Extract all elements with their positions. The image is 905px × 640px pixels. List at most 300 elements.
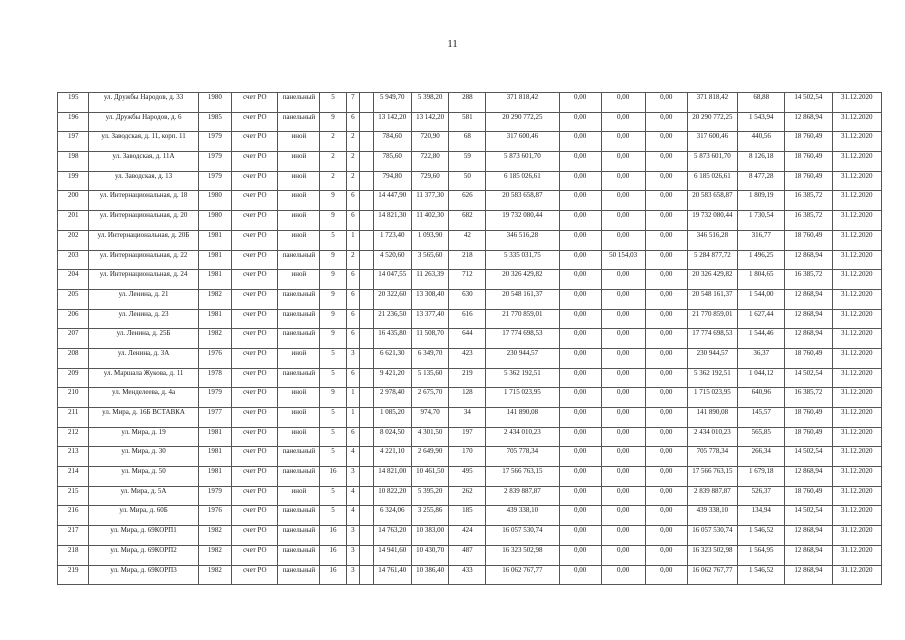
table-row bbox=[58, 270, 882, 290]
address-cell: ул. Мира, д. 69КОРП3 bbox=[89, 565, 198, 585]
fund-b-cell: 0,00 bbox=[601, 368, 645, 388]
address-cell: ул. Мира, д. 69КОРП1 bbox=[89, 526, 198, 546]
cost-per-m2-cell: 316,77 bbox=[738, 230, 785, 250]
empty-cell bbox=[360, 408, 374, 428]
address-cell: ул. Интернациональная, д. 24 bbox=[89, 270, 198, 290]
table-row bbox=[58, 230, 882, 250]
fund-method-cell: счет РО bbox=[232, 250, 278, 270]
floors-cell: 5 bbox=[320, 506, 346, 526]
fund-b-cell: 0,00 bbox=[601, 545, 645, 565]
wall-material-cell: иной bbox=[278, 132, 320, 152]
living-area-cell: 11 402,30 bbox=[411, 211, 449, 231]
owners-funds-cell: 1 715 023,95 bbox=[687, 388, 737, 408]
cost-per-m2-cell: 1 809,19 bbox=[738, 191, 785, 211]
fund-a-cell: 0,00 bbox=[559, 270, 601, 290]
year-cell: 1981 bbox=[198, 270, 232, 290]
living-area-cell: 974,70 bbox=[411, 408, 449, 428]
living-area-cell: 720,90 bbox=[411, 132, 449, 152]
table-row bbox=[58, 408, 882, 428]
total-cost-cell: 17 774 698,53 bbox=[486, 329, 559, 349]
entrances-cell: 3 bbox=[346, 565, 360, 585]
fund-method-cell: счет РО bbox=[232, 132, 278, 152]
floors-cell: 9 bbox=[320, 250, 346, 270]
deadline-cell: 31.12.2020 bbox=[832, 408, 881, 428]
deadline-cell: 31.12.2020 bbox=[832, 506, 881, 526]
table-row bbox=[58, 526, 882, 546]
fund-method-cell: счет РО bbox=[232, 211, 278, 231]
deadline-cell: 31.12.2020 bbox=[832, 270, 881, 290]
residents-cell: 495 bbox=[449, 467, 486, 487]
max-cost-cell: 12 868,94 bbox=[785, 545, 832, 565]
fund-method-cell: счет РО bbox=[232, 348, 278, 368]
total-area-cell: 784,60 bbox=[373, 132, 411, 152]
fund-a-cell: 0,00 bbox=[559, 309, 601, 329]
fund-c-cell: 0,00 bbox=[645, 447, 687, 467]
total-area-cell: 14 047,55 bbox=[373, 270, 411, 290]
residents-cell: 424 bbox=[449, 526, 486, 546]
total-area-cell: 4 520,60 bbox=[373, 250, 411, 270]
total-area-cell: 10 822,20 bbox=[373, 486, 411, 506]
max-cost-cell: 12 868,94 bbox=[785, 289, 832, 309]
entrances-cell: 2 bbox=[346, 132, 360, 152]
living-area-cell: 6 349,70 bbox=[411, 348, 449, 368]
year-cell: 1980 bbox=[198, 211, 232, 231]
cost-per-m2-cell: 526,37 bbox=[738, 486, 785, 506]
owners-funds-cell: 19 732 080,44 bbox=[687, 211, 737, 231]
row-number-cell: 214 bbox=[58, 467, 89, 487]
year-cell: 1982 bbox=[198, 565, 232, 585]
fund-b-cell: 0,00 bbox=[601, 526, 645, 546]
fund-a-cell: 0,00 bbox=[559, 565, 601, 585]
fund-c-cell: 0,00 bbox=[645, 289, 687, 309]
total-cost-cell: 705 778,34 bbox=[486, 447, 559, 467]
cost-per-m2-cell: 1 496,25 bbox=[738, 250, 785, 270]
fund-a-cell: 0,00 bbox=[559, 526, 601, 546]
year-cell: 1980 bbox=[198, 191, 232, 211]
row-number-cell: 213 bbox=[58, 447, 89, 467]
empty-cell bbox=[360, 348, 374, 368]
deadline-cell: 31.12.2020 bbox=[832, 486, 881, 506]
entrances-cell: 6 bbox=[346, 112, 360, 132]
year-cell: 1979 bbox=[198, 152, 232, 172]
fund-c-cell: 0,00 bbox=[645, 191, 687, 211]
deadline-cell: 31.12.2020 bbox=[832, 447, 881, 467]
fund-method-cell: счет РО bbox=[232, 545, 278, 565]
fund-method-cell: счет РО bbox=[232, 191, 278, 211]
owners-funds-cell: 141 890,08 bbox=[687, 408, 737, 428]
max-cost-cell: 14 502,54 bbox=[785, 506, 832, 526]
year-cell: 1985 bbox=[198, 112, 232, 132]
total-cost-cell: 16 057 530,74 bbox=[486, 526, 559, 546]
living-area-cell: 13 142,20 bbox=[411, 112, 449, 132]
residents-cell: 682 bbox=[449, 211, 486, 231]
floors-cell: 16 bbox=[320, 565, 346, 585]
owners-funds-cell: 21 770 859,01 bbox=[687, 309, 737, 329]
deadline-cell: 31.12.2020 bbox=[832, 309, 881, 329]
deadline-cell: 31.12.2020 bbox=[832, 171, 881, 191]
year-cell: 1981 bbox=[198, 427, 232, 447]
fund-a-cell: 0,00 bbox=[559, 132, 601, 152]
address-cell: ул. Интернациональная, д. 20 bbox=[89, 211, 198, 231]
registry-table bbox=[57, 92, 882, 585]
row-number-cell: 207 bbox=[58, 329, 89, 349]
address-cell: ул. Ленина, д. 3А bbox=[89, 348, 198, 368]
total-cost-cell: 2 839 887,87 bbox=[486, 486, 559, 506]
empty-cell bbox=[360, 447, 374, 467]
cost-per-m2-cell: 68,88 bbox=[738, 93, 785, 113]
residents-cell: 185 bbox=[449, 506, 486, 526]
fund-b-cell: 0,00 bbox=[601, 152, 645, 172]
max-cost-cell: 12 868,94 bbox=[785, 467, 832, 487]
fund-method-cell: счет РО bbox=[232, 388, 278, 408]
owners-funds-cell: 16 323 502,98 bbox=[687, 545, 737, 565]
page-number: 11 bbox=[447, 38, 458, 50]
fund-b-cell: 0,00 bbox=[601, 270, 645, 290]
total-area-cell: 13 142,20 bbox=[373, 112, 411, 132]
wall-material-cell: иной bbox=[278, 152, 320, 172]
residents-cell: 170 bbox=[449, 447, 486, 467]
wall-material-cell: панельный bbox=[278, 93, 320, 113]
owners-funds-cell: 20 326 429,82 bbox=[687, 270, 737, 290]
year-cell: 1981 bbox=[198, 309, 232, 329]
row-number-cell: 200 bbox=[58, 191, 89, 211]
max-cost-cell: 12 868,94 bbox=[785, 329, 832, 349]
wall-material-cell: иной bbox=[278, 171, 320, 191]
row-number-cell: 212 bbox=[58, 427, 89, 447]
wall-material-cell: панельный bbox=[278, 250, 320, 270]
owners-funds-cell: 371 818,42 bbox=[687, 93, 737, 113]
living-area-cell: 13 377,40 bbox=[411, 309, 449, 329]
cost-per-m2-cell: 640,96 bbox=[738, 388, 785, 408]
total-area-cell: 1 085,20 bbox=[373, 408, 411, 428]
max-cost-cell: 16 385,72 bbox=[785, 191, 832, 211]
year-cell: 1982 bbox=[198, 329, 232, 349]
total-cost-cell: 16 062 767,77 bbox=[486, 565, 559, 585]
empty-cell bbox=[360, 486, 374, 506]
fund-method-cell: счет РО bbox=[232, 447, 278, 467]
wall-material-cell: панельный bbox=[278, 447, 320, 467]
table-row bbox=[58, 545, 882, 565]
address-cell: ул. Маршала Жукова, д. 11 bbox=[89, 368, 198, 388]
floors-cell: 5 bbox=[320, 93, 346, 113]
total-cost-cell: 20 548 161,37 bbox=[486, 289, 559, 309]
empty-cell bbox=[360, 112, 374, 132]
fund-a-cell: 0,00 bbox=[559, 447, 601, 467]
fund-b-cell: 0,00 bbox=[601, 467, 645, 487]
row-number-cell: 219 bbox=[58, 565, 89, 585]
fund-c-cell: 0,00 bbox=[645, 329, 687, 349]
address-cell: ул. Интернациональная, д. 20Б bbox=[89, 230, 198, 250]
owners-funds-cell: 5 284 877,72 bbox=[687, 250, 737, 270]
address-cell: ул. Заводская, д. 11, корп. 11 bbox=[89, 132, 198, 152]
residents-cell: 50 bbox=[449, 171, 486, 191]
fund-c-cell: 0,00 bbox=[645, 309, 687, 329]
row-number-cell: 217 bbox=[58, 526, 89, 546]
max-cost-cell: 16 385,72 bbox=[785, 211, 832, 231]
wall-material-cell: панельный bbox=[278, 289, 320, 309]
total-cost-cell: 21 770 859,01 bbox=[486, 309, 559, 329]
fund-c-cell: 0,00 bbox=[645, 545, 687, 565]
total-cost-cell: 19 732 080,44 bbox=[486, 211, 559, 231]
address-cell: ул. Мира, д. 16Б ВСТАВКА bbox=[89, 408, 198, 428]
floors-cell: 5 bbox=[320, 447, 346, 467]
year-cell: 1981 bbox=[198, 447, 232, 467]
year-cell: 1981 bbox=[198, 250, 232, 270]
fund-c-cell: 0,00 bbox=[645, 486, 687, 506]
empty-cell bbox=[360, 329, 374, 349]
fund-method-cell: счет РО bbox=[232, 112, 278, 132]
cost-per-m2-cell: 1 546,52 bbox=[738, 565, 785, 585]
fund-a-cell: 0,00 bbox=[559, 152, 601, 172]
row-number-cell: 197 bbox=[58, 132, 89, 152]
empty-cell bbox=[360, 565, 374, 585]
fund-method-cell: счет РО bbox=[232, 309, 278, 329]
deadline-cell: 31.12.2020 bbox=[832, 526, 881, 546]
owners-funds-cell: 2 434 010,23 bbox=[687, 427, 737, 447]
address-cell: ул. Дружбы Народов, д. 6 bbox=[89, 112, 198, 132]
address-cell: ул. Интернациональная, д. 22 bbox=[89, 250, 198, 270]
deadline-cell: 31.12.2020 bbox=[832, 545, 881, 565]
row-number-cell: 216 bbox=[58, 506, 89, 526]
year-cell: 1982 bbox=[198, 526, 232, 546]
registry-body bbox=[58, 93, 882, 585]
fund-b-cell: 50 154,03 bbox=[601, 250, 645, 270]
total-area-cell: 5 949,70 bbox=[373, 93, 411, 113]
entrances-cell: 6 bbox=[346, 191, 360, 211]
owners-funds-cell: 5 362 192,51 bbox=[687, 368, 737, 388]
total-cost-cell: 5 873 601,70 bbox=[486, 152, 559, 172]
wall-material-cell: иной bbox=[278, 230, 320, 250]
fund-c-cell: 0,00 bbox=[645, 93, 687, 113]
residents-cell: 218 bbox=[449, 250, 486, 270]
total-cost-cell: 5 362 192,51 bbox=[486, 368, 559, 388]
living-area-cell: 722,80 bbox=[411, 152, 449, 172]
floors-cell: 9 bbox=[320, 112, 346, 132]
wall-material-cell: панельный bbox=[278, 565, 320, 585]
cost-per-m2-cell: 1 730,54 bbox=[738, 211, 785, 231]
owners-funds-cell: 16 062 767,77 bbox=[687, 565, 737, 585]
fund-method-cell: счет РО bbox=[232, 329, 278, 349]
year-cell: 1982 bbox=[198, 289, 232, 309]
table-row bbox=[58, 132, 882, 152]
living-area-cell: 11 508,70 bbox=[411, 329, 449, 349]
entrances-cell: 4 bbox=[346, 506, 360, 526]
wall-material-cell: иной bbox=[278, 211, 320, 231]
max-cost-cell: 12 868,94 bbox=[785, 526, 832, 546]
cost-per-m2-cell: 36,37 bbox=[738, 348, 785, 368]
empty-cell bbox=[360, 506, 374, 526]
entrances-cell: 6 bbox=[346, 427, 360, 447]
table-row bbox=[58, 486, 882, 506]
empty-cell bbox=[360, 368, 374, 388]
year-cell: 1979 bbox=[198, 486, 232, 506]
fund-a-cell: 0,00 bbox=[559, 545, 601, 565]
total-cost-cell: 317 600,46 bbox=[486, 132, 559, 152]
row-number-cell: 198 bbox=[58, 152, 89, 172]
max-cost-cell: 12 868,94 bbox=[785, 309, 832, 329]
fund-a-cell: 0,00 bbox=[559, 289, 601, 309]
address-cell: ул. Интернациональная, д. 18 bbox=[89, 191, 198, 211]
max-cost-cell: 18 760,49 bbox=[785, 230, 832, 250]
residents-cell: 630 bbox=[449, 289, 486, 309]
floors-cell: 9 bbox=[320, 270, 346, 290]
total-area-cell: 20 322,60 bbox=[373, 289, 411, 309]
total-area-cell: 4 221,10 bbox=[373, 447, 411, 467]
fund-c-cell: 0,00 bbox=[645, 526, 687, 546]
entrances-cell: 2 bbox=[346, 250, 360, 270]
entrances-cell: 4 bbox=[346, 447, 360, 467]
total-area-cell: 14 763,20 bbox=[373, 526, 411, 546]
fund-method-cell: счет РО bbox=[232, 526, 278, 546]
max-cost-cell: 18 760,49 bbox=[785, 171, 832, 191]
floors-cell: 9 bbox=[320, 191, 346, 211]
deadline-cell: 31.12.2020 bbox=[832, 427, 881, 447]
floors-cell: 5 bbox=[320, 230, 346, 250]
deadline-cell: 31.12.2020 bbox=[832, 93, 881, 113]
cost-per-m2-cell: 8 477,28 bbox=[738, 171, 785, 191]
empty-cell bbox=[360, 526, 374, 546]
fund-b-cell: 0,00 bbox=[601, 506, 645, 526]
total-cost-cell: 439 338,10 bbox=[486, 506, 559, 526]
deadline-cell: 31.12.2020 bbox=[832, 132, 881, 152]
entrances-cell: 7 bbox=[346, 93, 360, 113]
deadline-cell: 31.12.2020 bbox=[832, 329, 881, 349]
deadline-cell: 31.12.2020 bbox=[832, 250, 881, 270]
table-row bbox=[58, 506, 882, 526]
deadline-cell: 31.12.2020 bbox=[832, 230, 881, 250]
fund-method-cell: счет РО bbox=[232, 368, 278, 388]
address-cell: ул. Мира, д. 5А bbox=[89, 486, 198, 506]
deadline-cell: 31.12.2020 bbox=[832, 211, 881, 231]
residents-cell: 433 bbox=[449, 565, 486, 585]
owners-funds-cell: 5 873 601,70 bbox=[687, 152, 737, 172]
fund-method-cell: счет РО bbox=[232, 289, 278, 309]
year-cell: 1979 bbox=[198, 388, 232, 408]
entrances-cell: 6 bbox=[346, 309, 360, 329]
living-area-cell: 13 308,40 bbox=[411, 289, 449, 309]
owners-funds-cell: 2 839 887,87 bbox=[687, 486, 737, 506]
empty-cell bbox=[360, 250, 374, 270]
address-cell: ул. Менделеева, д. 4а bbox=[89, 388, 198, 408]
table-row bbox=[58, 93, 882, 113]
total-cost-cell: 20 326 429,82 bbox=[486, 270, 559, 290]
floors-cell: 9 bbox=[320, 329, 346, 349]
table-row bbox=[58, 309, 882, 329]
fund-a-cell: 0,00 bbox=[559, 467, 601, 487]
wall-material-cell: иной bbox=[278, 486, 320, 506]
cost-per-m2-cell: 266,34 bbox=[738, 447, 785, 467]
fund-method-cell: счет РО bbox=[232, 270, 278, 290]
floors-cell: 5 bbox=[320, 348, 346, 368]
fund-a-cell: 0,00 bbox=[559, 506, 601, 526]
row-number-cell: 204 bbox=[58, 270, 89, 290]
residents-cell: 581 bbox=[449, 112, 486, 132]
living-area-cell: 11 263,39 bbox=[411, 270, 449, 290]
owners-funds-cell: 20 290 772,25 bbox=[687, 112, 737, 132]
fund-method-cell: счет РО bbox=[232, 171, 278, 191]
row-number-cell: 202 bbox=[58, 230, 89, 250]
entrances-cell: 1 bbox=[346, 230, 360, 250]
total-area-cell: 6 324,06 bbox=[373, 506, 411, 526]
fund-a-cell: 0,00 bbox=[559, 211, 601, 231]
fund-c-cell: 0,00 bbox=[645, 250, 687, 270]
table-row bbox=[58, 447, 882, 467]
living-area-cell: 2 675,70 bbox=[411, 388, 449, 408]
fund-b-cell: 0,00 bbox=[601, 565, 645, 585]
owners-funds-cell: 17 566 763,15 bbox=[687, 467, 737, 487]
fund-method-cell: счет РО bbox=[232, 230, 278, 250]
floors-cell: 2 bbox=[320, 171, 346, 191]
table-row bbox=[58, 289, 882, 309]
living-area-cell: 10 461,50 bbox=[411, 467, 449, 487]
living-area-cell: 3 255,86 bbox=[411, 506, 449, 526]
table-row bbox=[58, 348, 882, 368]
total-cost-cell: 141 890,08 bbox=[486, 408, 559, 428]
address-cell: ул. Заводская, д. 13 bbox=[89, 171, 198, 191]
fund-b-cell: 0,00 bbox=[601, 112, 645, 132]
floors-cell: 5 bbox=[320, 427, 346, 447]
fund-c-cell: 0,00 bbox=[645, 388, 687, 408]
floors-cell: 9 bbox=[320, 289, 346, 309]
living-area-cell: 5 395,20 bbox=[411, 486, 449, 506]
fund-method-cell: счет РО bbox=[232, 408, 278, 428]
address-cell: ул. Ленина, д. 23 bbox=[89, 309, 198, 329]
entrances-cell: 6 bbox=[346, 270, 360, 290]
fund-a-cell: 0,00 bbox=[559, 329, 601, 349]
row-number-cell: 199 bbox=[58, 171, 89, 191]
total-cost-cell: 20 583 658,87 bbox=[486, 191, 559, 211]
residents-cell: 644 bbox=[449, 329, 486, 349]
fund-method-cell: счет РО bbox=[232, 467, 278, 487]
living-area-cell: 2 649,90 bbox=[411, 447, 449, 467]
fund-a-cell: 0,00 bbox=[559, 171, 601, 191]
fund-c-cell: 0,00 bbox=[645, 211, 687, 231]
cost-per-m2-cell: 1 627,44 bbox=[738, 309, 785, 329]
total-area-cell: 14 447,90 bbox=[373, 191, 411, 211]
empty-cell bbox=[360, 211, 374, 231]
fund-a-cell: 0,00 bbox=[559, 250, 601, 270]
fund-c-cell: 0,00 bbox=[645, 467, 687, 487]
total-cost-cell: 5 335 031,75 bbox=[486, 250, 559, 270]
fund-c-cell: 0,00 bbox=[645, 408, 687, 428]
floors-cell: 5 bbox=[320, 486, 346, 506]
floors-cell: 2 bbox=[320, 132, 346, 152]
entrances-cell: 3 bbox=[346, 348, 360, 368]
empty-cell bbox=[360, 545, 374, 565]
total-area-cell: 16 435,80 bbox=[373, 329, 411, 349]
max-cost-cell: 12 868,94 bbox=[785, 565, 832, 585]
entrances-cell: 6 bbox=[346, 329, 360, 349]
max-cost-cell: 18 760,49 bbox=[785, 427, 832, 447]
living-area-cell: 10 430,70 bbox=[411, 545, 449, 565]
total-cost-cell: 17 566 763,15 bbox=[486, 467, 559, 487]
year-cell: 1978 bbox=[198, 368, 232, 388]
residents-cell: 34 bbox=[449, 408, 486, 428]
fund-c-cell: 0,00 bbox=[645, 171, 687, 191]
address-cell: ул. Мира, д. 69КОРП2 bbox=[89, 545, 198, 565]
residents-cell: 59 bbox=[449, 152, 486, 172]
living-area-cell: 10 383,00 bbox=[411, 526, 449, 546]
fund-c-cell: 0,00 bbox=[645, 368, 687, 388]
max-cost-cell: 16 385,72 bbox=[785, 388, 832, 408]
cost-per-m2-cell: 134,94 bbox=[738, 506, 785, 526]
row-number-cell: 211 bbox=[58, 408, 89, 428]
fund-a-cell: 0,00 bbox=[559, 388, 601, 408]
cost-per-m2-cell: 1 543,94 bbox=[738, 112, 785, 132]
floors-cell: 9 bbox=[320, 309, 346, 329]
max-cost-cell: 16 385,72 bbox=[785, 270, 832, 290]
fund-c-cell: 0,00 bbox=[645, 112, 687, 132]
